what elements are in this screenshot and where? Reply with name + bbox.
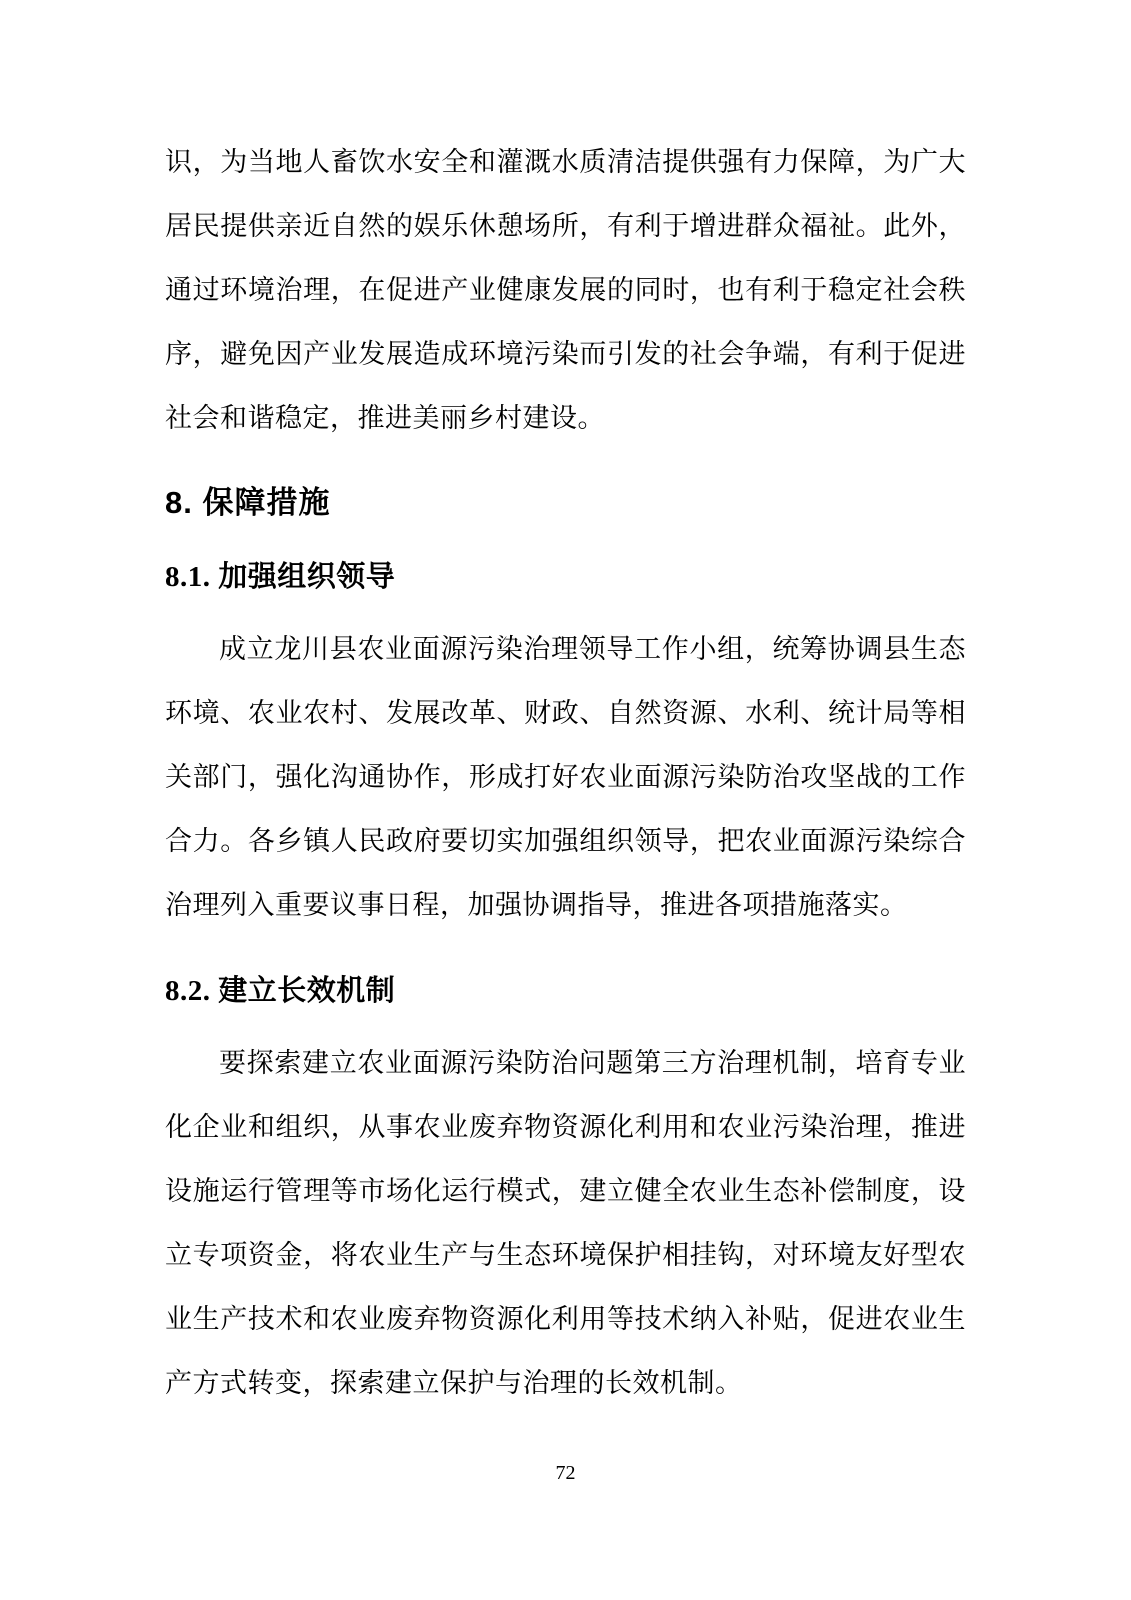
subsection-heading-8-1: 8.1. 加强组织领导 bbox=[165, 560, 396, 593]
subsection-8-1-paragraph: 成立龙川县农业面源污染治理领导工作小组，统筹协调县生态环境、农业农村、发展改革、财政、自然资源、水利、统计局等相关部门，强化沟通协作，形成打好农业面源污染防治攻坚战的工作合力。各乡镇人民政府要切实加强组织领导，把农业面源污染综合治理列入重要议事日程，加强协调指导，推进各项措施落实。 bbox=[165, 634, 966, 920]
section-heading: 8. 保障措施 bbox=[165, 485, 331, 520]
page-content bbox=[165, 130, 966, 1415]
subsection-heading-8-2: 8.2. 建立长效机制 bbox=[165, 975, 396, 1007]
intro-paragraph: 识，为当地人畜饮水安全和灌溉水质清洁提供强有力保障，为广大居民提供亲近自然的娱乐休憩场所，有利于增进群众福祉。此外，通过环境治理，在促进产业健康发展的同时，也有利于稳定社会秩序，避免因产业发展造成环境污染而引发的社会争端，有利于促进社会和谐稳定，推进美丽乡村建设。 bbox=[165, 147, 966, 433]
page-number: 72 bbox=[555, 1462, 576, 1484]
subsection-8-2-paragraph: 要探索建立农业面源污染防治问题第三方治理机制，培育专业化企业和组织，从事农业废弃物资源化利用和农业污染治理，推进设施运行管理等市场化运行模式，建立健全农业生态补偿制度，设立专项资金，将农业生产与生态环境保护相挂钩，对环境友好型农业生产技术和农业废弃物资源化利用等技术纳入补贴，促进农业生产方式转变，探索建立保护与治理的长效机制。 bbox=[165, 1048, 966, 1399]
